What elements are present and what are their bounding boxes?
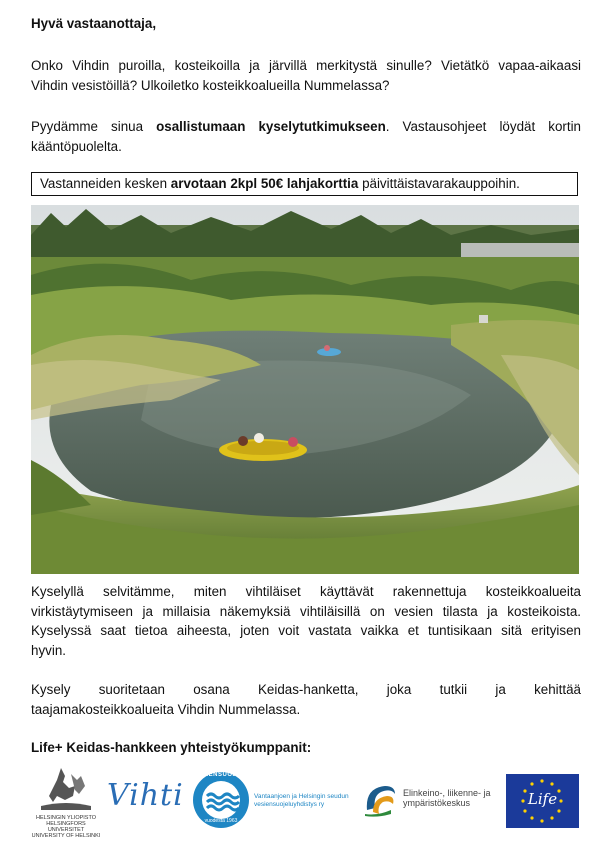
eu-life-logo: Life	[506, 774, 579, 828]
partners-heading: Life+ Keidas-hankkeen yhteistyökumppanit:	[31, 740, 312, 755]
project-paragraph: Kysely suoritetaan osana Keidas-hanketta, joka tutkii ja kehittää taajamakosteikkoalueita Vihdin Nummelassa.	[31, 682, 581, 717]
ely-centre-logo: Elinkeino-, liikenne- ja ympäristökeskus	[361, 780, 511, 820]
vesiensuojelu-logo: VESIENSUOJELUA vuodesta 1963 Vantaanjoen ja Helsingin seudun vesiensuojeluyhdistys ry	[191, 770, 351, 834]
ely-swirl-icon	[361, 780, 399, 818]
lottery-notice-box: Vastanneiden kesken arvotaan 2kpl 50€ lahjakorttia päivittäistavarakauppoihin.	[31, 172, 578, 196]
greeting: Hyvä vastaanottaja,	[31, 16, 157, 31]
survey-paragraph: Kyselyllä selvitämme, miten vihtiläiset käyttävät rakennettuja kosteikkoalueita virkistäytymiseen ja millaisia näkemyksiä vihtiläisillä on vesien tilasta ja kosteikoista. Kyselyssä saat tietoa aiheesta, joten voit vastata vaikka et tuntisikaan sitä erityisen hyvin.	[31, 584, 581, 658]
partner-logos	[31, 766, 581, 839]
helsinki-university-logo: HELSINGIN YLIOPISTO HELSINGFORS UNIVERSITET UNIVERSITY OF HELSINKI	[31, 766, 101, 836]
request-paragraph: Pyydämme sinua osallistumaan kyselytutkimukseen. Vastausohjeet löydät kortin kääntöpuolelta.	[31, 119, 581, 154]
helsinki-flame-icon	[31, 766, 101, 812]
wetland-photo	[31, 205, 579, 574]
intro-paragraph: Onko Vihdin puroilla, kosteikoilla ja järvillä merkitystä sinulle? Vietätkö vapaa-aikaasi Vihdin vesistöillä? Ulkoiletko kosteikkoalueilla Nummelassa?	[31, 58, 581, 93]
vihti-logo: Vihti	[107, 778, 184, 813]
